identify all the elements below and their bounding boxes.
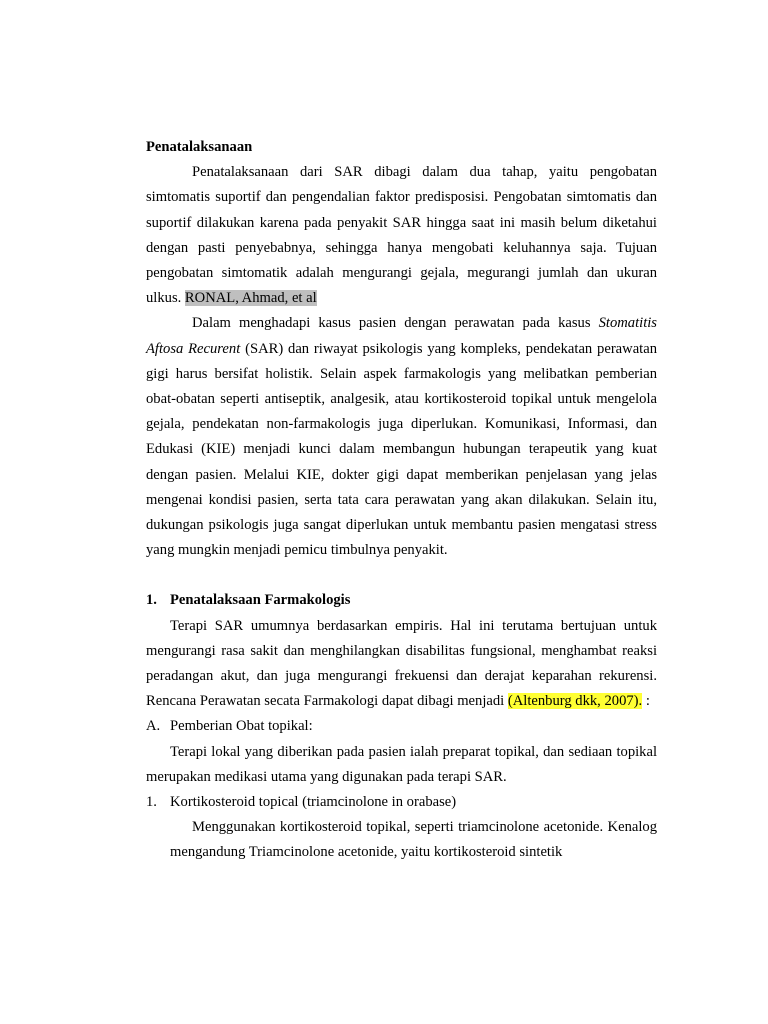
subsection-heading-text: Pemberian Obat topikal: xyxy=(170,718,313,735)
subsection-heading-a xyxy=(146,714,657,739)
section-number: 1. xyxy=(146,592,157,609)
section-heading-text: Penatalaksaan Farmakologis xyxy=(170,592,351,609)
citation-ronal: RONAL, Ahmad, et al xyxy=(184,290,317,307)
citation-altenburg: (Altenburg dkk, 2007). xyxy=(507,693,643,710)
spacer xyxy=(146,563,657,588)
item-heading-1 xyxy=(146,790,657,815)
term-stomatitis: Stomatitis Aftosa Recurent xyxy=(146,315,657,357)
paragraph-farmakologis xyxy=(146,614,657,715)
section-heading-farmakologis xyxy=(146,588,657,613)
paragraph-intro-text: Penatalaksanaan dari SAR dibagi dalam dua tahap, yaitu pengobatan simtomatis suportif dan pengendalian faktor predisposisi. Pengobatan simtomatis dan suportif dilakukan karena pada penyakit SAR hingga saat ini masih belum diketahui dengan pasti penyebabnya, sehingga hanya mengobati keluhannya saja. Tujuan pengobatan simtomatik adalah mengurangi gejala, megurangi jumlah dan ukuran ulkus. xyxy=(146,164,657,307)
paragraph-farmakologis-text: Terapi SAR umumnya berdasarkan empiris. Hal ini terutama bertujuan untuk mengurangi rasa sakit dan menghilangkan disabilitas fungsional, menghambat reaksi peradangan akut, dan juga mengurangi frekuensi dan derajat keparahan rekurensi. Rencana Perawatan secata Farmakologi dapat dibagi menjadi xyxy=(146,617,657,710)
paragraph-holistic xyxy=(146,311,657,563)
paragraph-farmakologis-tail: : xyxy=(642,693,650,710)
paragraph-kortikosteroid: Menggunakan kortikosteroid topikal, seperti triamcinolone acetonide. Kenalog mengandung Triamcinolone acetonide, yaitu kortikosteroid sintetik xyxy=(170,819,657,861)
subsection-label: A. xyxy=(146,718,161,735)
item-number: 1. xyxy=(146,794,157,811)
paragraph-holistic-lead: Dalam menghadapi kasus pasien dengan perawatan pada kasus xyxy=(192,315,599,332)
paragraph-holistic-rest: (SAR) dan riwayat psikologis yang kompleks, pendekatan perawatan gigi harus bersifat holistik. Selain aspek farmakologis yang melibatkan pemberian obat-obatan seperti antiseptik, analgesik, atau kortikosteroid topikal untuk mengelola gejala, pendekatan non-farmakologis juga diperlukan. Komunikasi, Informasi, dan Edukasi (KIE) menjadi kunci dalam membangun hubungan terapeutik yang kuat dengan pasien. Melalui KIE, dokter gigi dapat memberikan penjelasan yang jelas mengenai kondisi pasien, serta tata cara perawatan yang akan dilakukan. Selain itu, dukungan psikologis juga sangat diperlukan untuk membantu pasien mengatasi stress yang mungkin menjadi pemicu timbulnya penyakit. xyxy=(146,340,658,559)
paragraph-intro xyxy=(146,160,657,311)
section-title: Penatalaksanaan xyxy=(146,139,253,155)
document-body xyxy=(146,135,657,866)
item-heading-text: Kortikosteroid topical (triamcinolone in orabase) xyxy=(170,794,457,811)
paragraph-topikal: Terapi lokal yang diberikan pada pasien ialah preparat topikal, dan sediaan topikal merupakan medikasi utama yang digunakan pada terapi SAR. xyxy=(146,743,657,785)
